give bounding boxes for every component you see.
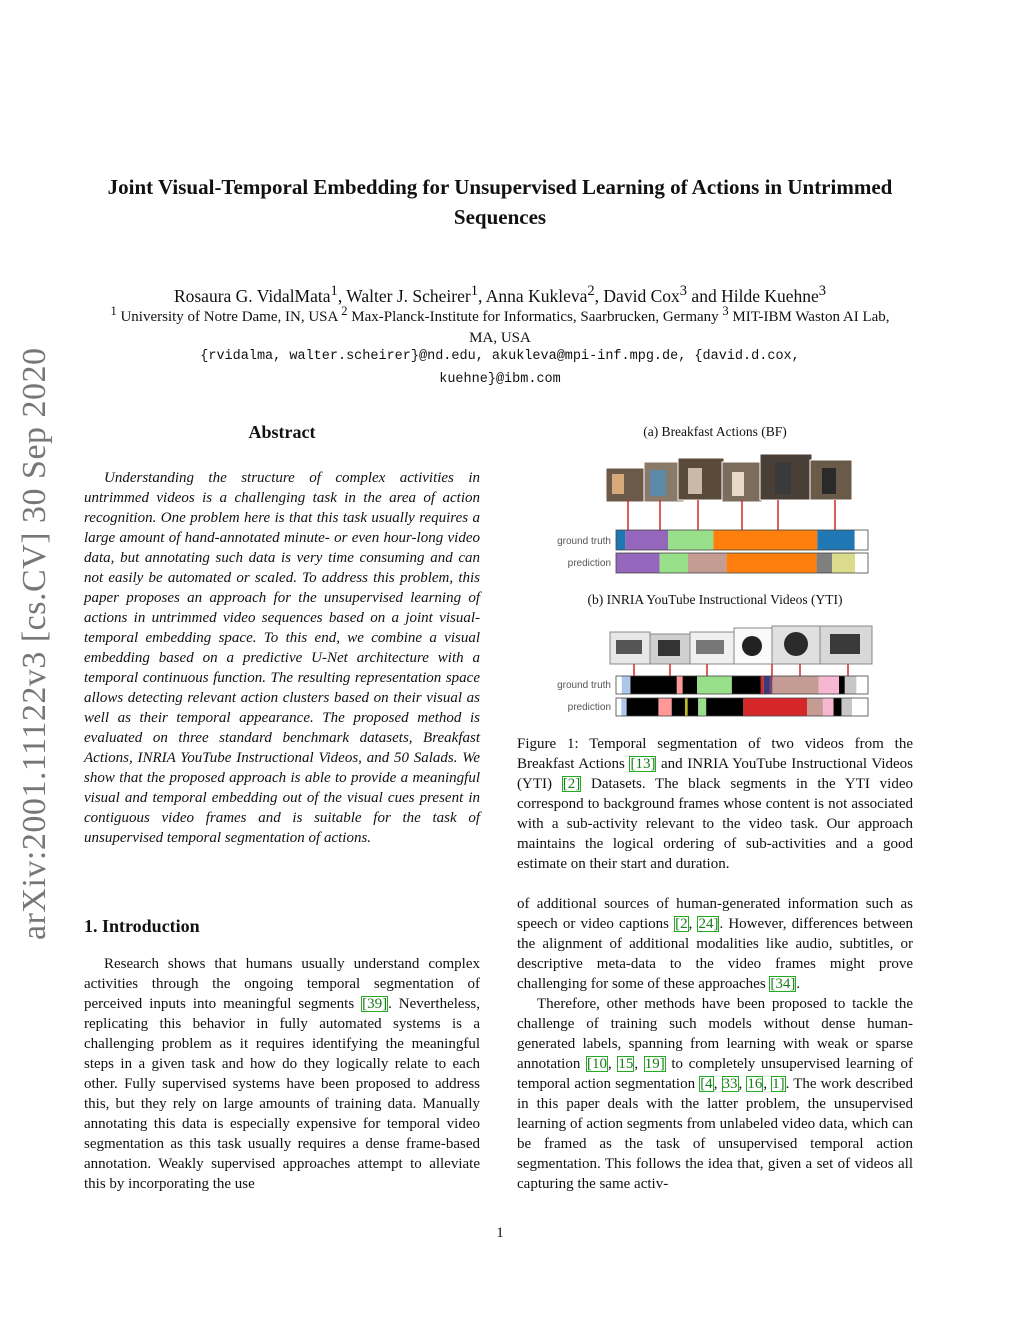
segment [672,698,685,716]
segment [697,676,732,694]
row-label-pred: prediction [567,558,611,569]
frame-figure [688,468,702,494]
text-run: . [796,976,801,992]
citation-link[interactable]: [10 [586,1056,607,1072]
text-run: Figure 1: Temporal segmentation of two videos from the Breakfast Actions [517,736,913,772]
video-frame [606,468,644,502]
affiliation: Max-Planck-Institute for Informatics, Saarbrucken, Germany [351,309,719,325]
frame-figure [650,470,666,496]
segment-bar-gt-bf [616,530,868,550]
text-run: Datasets. The black segments in the YTI video correspond to background frames whose content is not associated with a sub-activity relevant to the video task. Our approach maintains the logical ordering of sub-activities and a good estimate on their start and duration. [517,776,913,872]
segment [660,553,688,573]
citation-link[interactable]: 24] [698,916,719,932]
segment [630,676,676,694]
text-run: Research shows that humans usually understand complex activities through the ongoing temporal segmentation of perceived inputs into meaningful segments [84,956,480,1012]
page-number: 1 [496,1225,504,1241]
frame-figure [658,640,680,656]
segment [764,676,770,694]
figure-label-bf: (a) Breakfast Actions (BF) [643,424,787,439]
text-run: . However, differences between the alignment of additional modalities like audio, subtitles, or descriptive meta-data to the video frames might prove challenging for some of these approaches [517,916,914,992]
affil-sup: 2 [341,304,348,318]
segment [677,676,683,694]
row-label-gt: ground truth [557,536,611,547]
author: Walter J. Scheirer [346,285,471,306]
segment [621,698,626,716]
frame-figure [822,468,836,494]
segment [683,676,697,694]
introduction-text [84,954,480,1194]
figure-bf [550,450,880,580]
frame-figure [732,472,744,496]
abstract-text [84,468,480,848]
segment [616,698,621,716]
body-paragraph: Therefore, other methods have been proposed to tackle the challenge of training such models without dense human-generated labels, spanning from learning with weak or sparse annotation [10, 15, 19] to completely unsupervised learning of temporal action segmentation [4, 33, 16, 1]. The work described in this paper deals with the latter problem, the unsupervised learning of action segments from unlabeled video data, which can be framed as the task of unsupervised temporal action segmentation. This follows the idea that, given a set of videos all capturing the same activ- [517,996,914,1192]
right-column-text [517,894,913,1194]
affiliation: University of Notre Dame, IN, USA [120,309,338,325]
segment [688,553,727,573]
segment [832,553,855,573]
frame-figure [775,462,791,494]
segment [855,553,868,573]
segment [706,698,743,716]
arxiv-id: arXiv:2001.11122v3 [cs.CV] 30 Sep 2020 [16,347,53,940]
segment [770,676,773,694]
video-frames-bf [606,454,852,502]
segment [713,530,817,550]
segment [841,698,852,716]
segment [807,698,823,716]
segment [817,530,854,550]
citation-link[interactable]: 16 [747,1076,763,1092]
citation-link[interactable]: [13] [630,756,656,772]
author-sup: 1 [330,283,338,299]
intro-paragraph [84,954,480,1194]
segment [627,698,659,716]
text-run: and INRIA YouTube Instructional Videos (YTI) [517,756,913,792]
segment [658,698,671,716]
text-run: of additional sources of human-generated information such as speech or video captions [517,896,913,932]
section-heading-introduction: 1. Introduction [84,916,200,936]
segment [856,676,868,694]
arxiv-stamp [8,347,56,940]
citation-link[interactable]: [4 [700,1076,713,1092]
segment [855,530,868,550]
row-label-gt: ground truth [557,680,611,691]
segment [834,698,842,716]
segment [819,676,839,694]
citation-link[interactable]: [34] [770,976,796,992]
video-frames-yti [610,626,872,664]
connector-lines-bf [628,500,835,530]
text-run: Therefore, other methods have been proposed to tackle the challenge of training such models without dense human-generated labels, spanning from learning with weak or sparse annotation [517,996,913,1072]
author: David Cox [603,285,680,306]
citation-link[interactable]: 1] [772,1076,785,1092]
figure-caption [517,734,913,874]
frame-figure [742,636,762,656]
author: Hilde Kuehne [721,285,819,306]
frame-figure [696,640,724,654]
author-sup: 2 [587,283,595,299]
figure-label-yti: (b) INRIA YouTube Instructional Videos (YTI) [587,592,843,607]
author: Rosaura G. VidalMata [173,285,331,306]
author-sup: 3 [679,283,688,299]
row-label-pred: prediction [567,702,611,713]
citation-link[interactable]: [39] [362,996,388,1012]
citation-link[interactable]: 19] [644,1056,665,1072]
segment-bar-pred-yti [616,698,868,716]
segment-bar-pred-bf [616,553,868,573]
author-sup: 1 [470,283,478,299]
segment [616,553,660,573]
segment [727,553,817,573]
segment [732,676,761,694]
author-list: Rosaura G. VidalMata$^1$, Walter J. Scheirer$^1$, Anna Kukleva$^2$, David Cox$^3$ and Hilde Kuehne$^3$ [173,283,827,306]
segment [839,676,845,694]
citation-link[interactable]: 33 [722,1076,738,1092]
frame-figure [616,640,642,654]
segment-bar-gt-yti [616,676,868,694]
affil-sup: 3 [722,304,729,318]
segment [772,676,818,694]
author: Anna Kukleva [485,285,588,306]
segment [622,676,631,694]
segment [761,676,764,694]
author-sup: 3 [818,283,827,299]
segment [685,698,688,716]
segment [616,530,625,550]
text-run: to completely unsupervised learning of temporal action segmentation [517,1056,914,1092]
segment [668,530,713,550]
segment [743,698,807,716]
segment [845,676,857,694]
frame-figure [830,634,860,654]
citation-link[interactable]: 15 [618,1056,634,1072]
paper-title: Joint Visual-Temporal Embedding for Unsupervised Learning of Actions in Untrimmed Sequences [107,175,893,229]
segment [698,698,706,716]
author-emails [150,345,850,391]
affiliations [110,301,890,349]
caption-paragraph [517,734,913,874]
citation-link[interactable]: [2 [675,916,688,932]
affil-sup: 1 [110,304,117,318]
figure-yti [550,618,880,723]
segment [817,553,832,573]
frame-figure [612,474,624,494]
email-line: {rvidalma, walter.scheirer}@nd.edu, akukleva@mpi-inf.mpg.de, {david.d.cox, [200,349,800,364]
text-run: . Nevertheless, replicating this behavior in fully automated systems is a challenging problem as it requires identifying the meaningful steps in a given task and how do they logically relate to each other. Fully supervised systems have been proposed to address this, but they rely on large amounts of training data. Manually annotating this data is especially expensive for temporal video segmentation as this task usually requires a dense frame-based annotation. Weakly supervised approaches attempt to alleviate this by incorporating the use [84,996,480,1192]
abstract-heading: Abstract [248,422,316,442]
segment [616,676,622,694]
segment [852,698,868,716]
citation-link[interactable]: [2] [562,776,581,792]
body-paragraph: of additional sources of human-generated information such as speech or video captions [2, 24]. However, differences between the alignment of additional modalities like audio, subtitles, or descriptive meta-data to the video frames might prove challenging for some of these approaches [34]. [517,896,914,992]
affiliation: MIT-IBM Waston AI Lab, MA, USA [469,309,890,346]
frame-figure [784,632,808,656]
text-run: . The work described in this paper deals with the latter problem, the unsupervised learning of action segments from unlabeled video data, which can be framed as the task of unsupervised temporal action segmentation. This follows the idea that, given a set of videos all capturing the same activ- [517,1076,914,1192]
segment [688,698,699,716]
email-line: kuehne}@ibm.com [439,372,561,387]
segment [625,530,668,550]
abstract-paragraph: Understanding the structure of complex activities in untrimmed videos is a challenging task in the area of action recognition. One problem here is that this task usually requires a large amount of hand-annotated minute- or even hour-long video data, but annotating such data is very time consuming and can not easily be automated or scaled. To address this problem, this paper proposes an approach for the unsupervised learning of actions in untrimmed video sequences based on a joint visual-temporal embedding space. To this end, we combine a visual embedding based on a predictive U-Net architecture with a temporal continuous function. The resulting representation space allows detecting relevant action clusters based on their visual as well as their temporal appearance. The proposed method is evaluated on three standard benchmark datasets, Breakfast Actions, INRIA YouTube Instructional Videos, and 50 Salads. We show that the proposed approach is able to provide a meaningful visual and temporal embedding out of the visual cues present in contiguous video frames and is suitable for the task of unsupervised temporal segmentation of actions. [84,470,480,846]
segment [823,698,834,716]
